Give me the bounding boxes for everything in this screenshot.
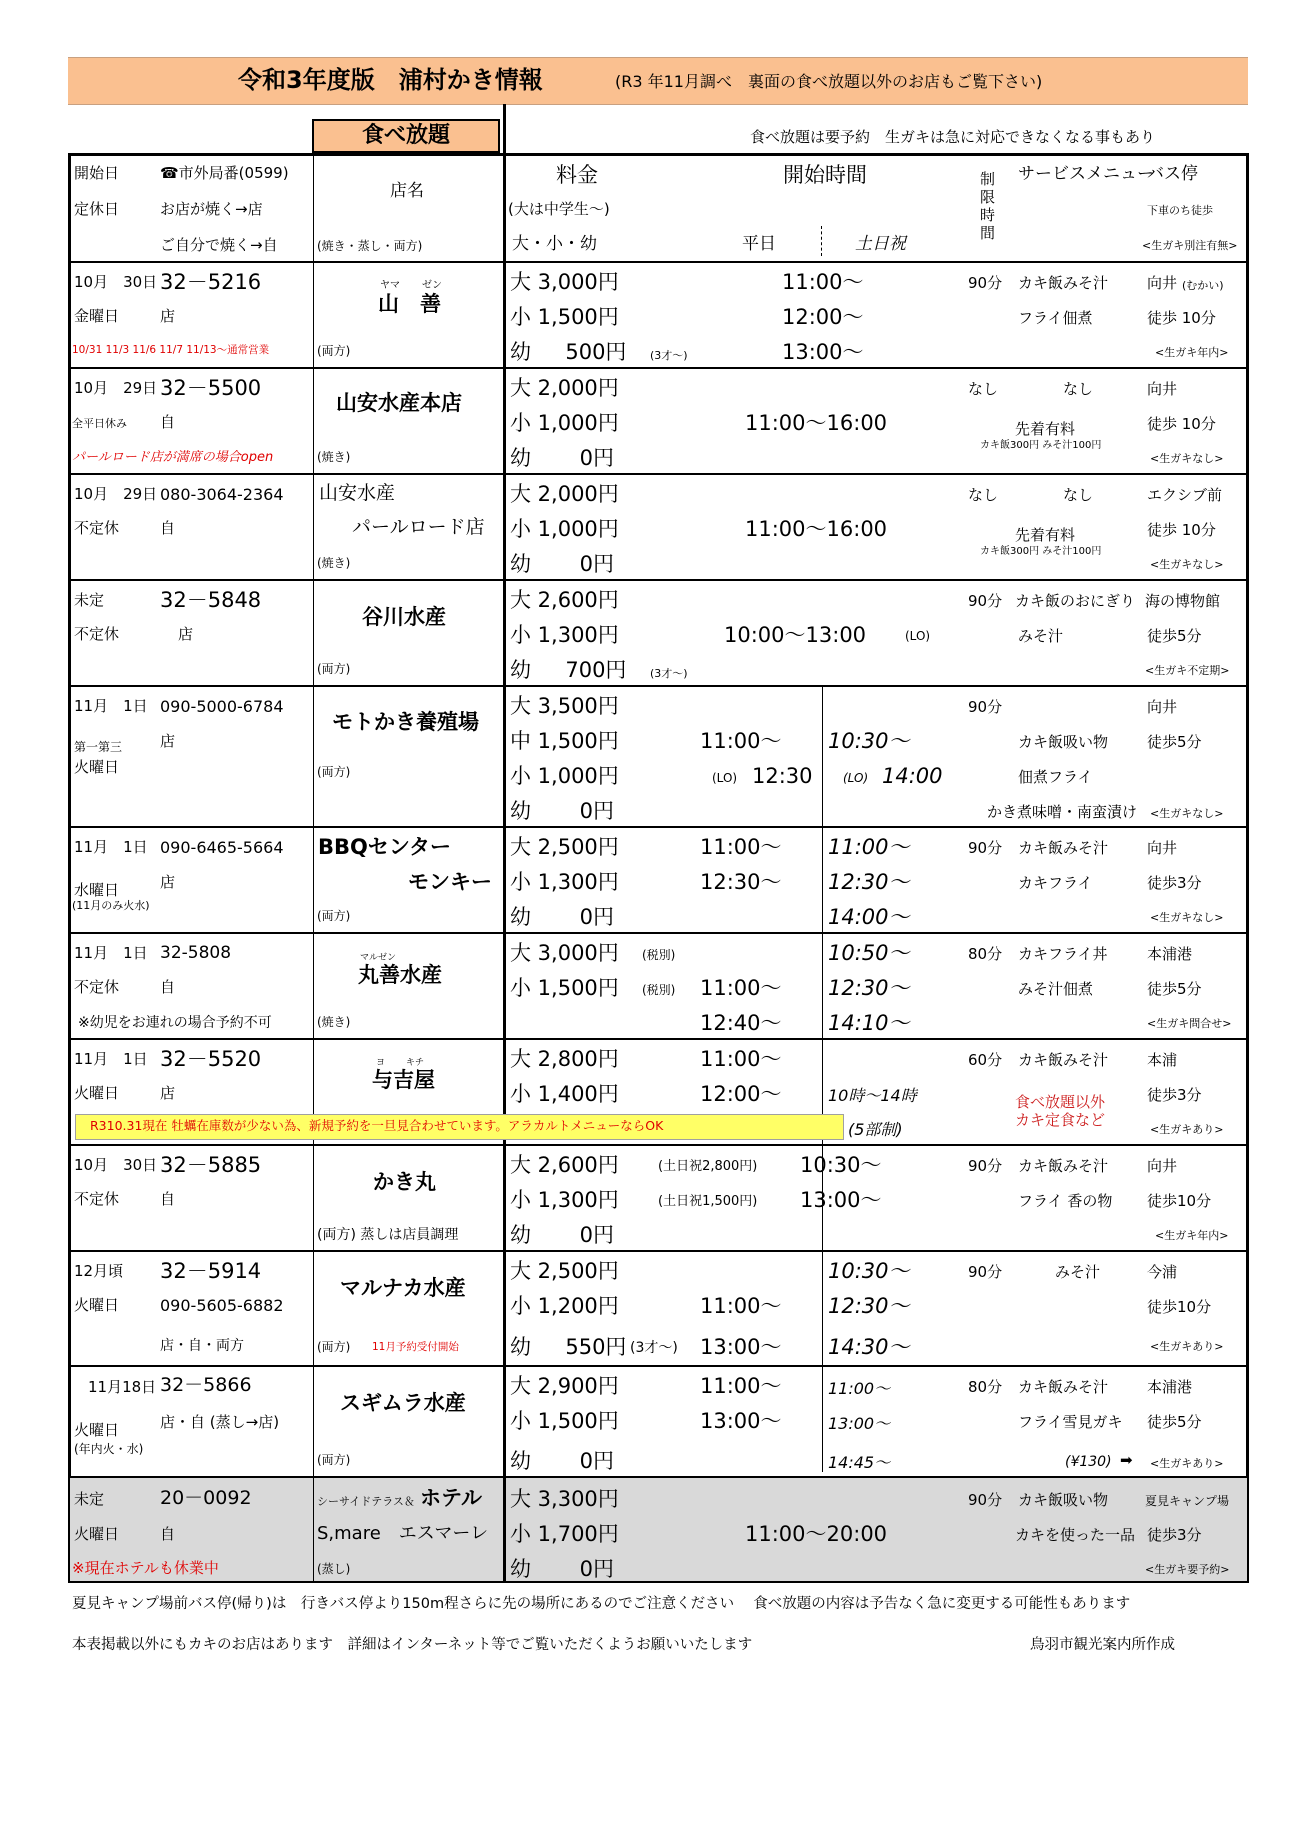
row-service-1: カキ飯のおにぎり [1015, 592, 1136, 610]
row-time-2: 12:30～ [700, 870, 782, 894]
row-phone: 32－5885 [160, 1153, 262, 1177]
row-service-1: カキ飯吸い物 [1018, 1491, 1109, 1509]
row-holiday-3: 14:10～ [828, 1011, 910, 1035]
row-closed-1: 第一第三 [74, 740, 123, 754]
row-bus: 本浦港 [1147, 1378, 1193, 1396]
row-name-1: 山安水産 [319, 482, 396, 504]
col-time: 開始時間 [783, 163, 867, 187]
row-price-1: 大 3,000円 [510, 941, 619, 965]
row-service-2: みそ汁 [1018, 627, 1064, 645]
row-price-3: 幼 700円 [510, 658, 627, 682]
row-walk: 徒歩5分 [1147, 627, 1202, 645]
row-name-ruby: キチ [406, 1058, 425, 1068]
row-price-2-note: (税別) [642, 983, 676, 997]
row-service-2: カキフライ [1018, 874, 1093, 892]
row-bus: 海の博物館 [1145, 592, 1221, 610]
row-service-2: カキ飯300円 みそ汁100円 [980, 440, 1102, 451]
row-closed: 不定休 [74, 1190, 120, 1208]
row-price-2: 小 1,500円 [510, 1409, 619, 1433]
row-closed-2: 火曜日 [74, 758, 120, 776]
row-oyster: <生ガキあり> [1150, 1457, 1224, 1470]
row-bus: 向井 [1147, 1157, 1178, 1175]
row-divider [68, 367, 1249, 369]
row-note: 10/31 11/3 11/6 11/7 11/13～通常営業 [72, 344, 270, 356]
row-service-1: カキ飯吸い物 [1018, 733, 1109, 751]
row-phone: 090-5000-6784 [160, 697, 284, 716]
row-name-1: BBQセンター [318, 835, 452, 859]
row-divider [68, 1250, 1249, 1252]
row-holiday-2: 12:30～ [828, 976, 910, 1000]
row-bus: エクシブ前 [1147, 486, 1223, 504]
row-time-1: 11:00～ [700, 1047, 782, 1071]
row-divider [68, 1038, 1249, 1040]
row-time-3: 13:00～ [782, 340, 864, 364]
row-price-3: 幼 550円 [510, 1335, 627, 1359]
row-limit: 90分 [968, 839, 1003, 857]
row-name-ruby: ヨ [376, 1058, 386, 1068]
row-price-1-note: (税別) [642, 948, 676, 962]
col-closed: 定休日 [74, 200, 120, 218]
row-divider [68, 473, 1249, 475]
row-walk: 徒歩10分 [1147, 1192, 1212, 1210]
row-time: 11:00～16:00 [745, 517, 888, 541]
row-service-1: みそ汁 [1055, 1263, 1101, 1281]
row-service-2: フライ 香の物 [1018, 1192, 1113, 1210]
row-phone: 080-3064-2364 [160, 485, 284, 504]
row-price-3: 幼 0円 [510, 446, 615, 470]
row-start: 11月 1日 [74, 838, 148, 856]
page-subtitle: (R3 年11月調べ 裏面の食べ放題以外のお店もご覧下さい) [615, 72, 1043, 91]
row-oyster: <生ガキ問合せ> [1147, 1017, 1232, 1030]
row-closed: 不定休 [74, 625, 120, 643]
col-divider-dashed [821, 226, 822, 256]
row-start: 12月頃 [74, 1262, 124, 1280]
row-style: 店 [160, 732, 176, 750]
row-walk: 徒歩3分 [1147, 1526, 1202, 1544]
row-holiday-1: 11:00～ [828, 835, 910, 859]
row-start: 11月18日 [88, 1378, 157, 1396]
row-price-1: 大 2,800円 [510, 1047, 619, 1071]
row-holiday-2: 12:30～ [828, 1294, 910, 1318]
row-phone: 32－5866 [160, 1374, 252, 1396]
row-service-3: (¥130) [1065, 1454, 1112, 1470]
row-service-3: かき煮味噌・南蛮漬け [987, 803, 1138, 821]
row-time-lo: (LO) [712, 771, 738, 785]
row-price-4: 幼 0円 [510, 799, 615, 823]
row-phone: 32－5216 [160, 270, 262, 294]
col-shop: 店名 [390, 181, 424, 201]
row-closed-2: (年内火・水) [74, 1442, 144, 1456]
row-closed: 火曜日 [74, 1084, 120, 1102]
row-holiday-lo: (LO) [843, 771, 869, 785]
col-divider [822, 1252, 823, 1472]
row-holiday-2: 13:00～ [828, 1414, 891, 1433]
row-name-prefix: シーサイドテラス＆ [317, 1495, 415, 1508]
row-price-2: 中 1,500円 [510, 729, 619, 753]
row-time-2: 12:00～ [700, 1082, 782, 1106]
row-holiday-3: 14:45～ [828, 1453, 891, 1472]
row-oyster: <生ガキなし> [1150, 807, 1224, 820]
row-price-1-note: (土日祝2,800円) [658, 1159, 758, 1174]
row-phone: 32-5808 [160, 943, 232, 963]
stock-notice: R310.31現在 牡蠣在庫数が少ない為、新規予約を一旦見合わせています。アラカルトメニューならOK [90, 1118, 664, 1133]
row-service-2: カキ飯300円 みそ汁100円 [980, 546, 1102, 557]
footer-note-1: 夏見キャンプ場前バス停(帰り)は 行きバス停より150m程さらに先の場所にあるのでご注意ください 食べ放題の内容は予告なく急に変更する可能性もあります [72, 1596, 1131, 1612]
row-name-ruby: ヤマ [380, 280, 400, 291]
col-shop-sub: (焼き・蒸し・両方) [317, 239, 423, 253]
row-price-3-note: (3才～) [650, 667, 688, 680]
row-price-2: 小 1,000円 [510, 411, 619, 435]
row-name: 谷川水産 [362, 605, 446, 629]
row-bus: 向井 [1147, 839, 1178, 857]
footer-note-2: 本表掲載以外にもカキのお店はあります 詳細はインターネット等でご覧いただくようお願いいたします [72, 1637, 753, 1653]
row-time-2: 12:30 [752, 764, 813, 788]
row-walk: 徒歩 10分 [1147, 309, 1216, 327]
row-price-3: 幼 500円 [510, 340, 627, 364]
row-closed: 火曜日 [74, 1421, 120, 1439]
col-phone: ☎市外局番(0599) [160, 164, 289, 182]
row-style: 自 [160, 1190, 176, 1208]
row-limit: 80分 [968, 945, 1003, 963]
row-type: (両方) [317, 1453, 351, 1467]
row-service-0: なし [1063, 486, 1094, 504]
row-start: 10月 29日 [74, 379, 158, 397]
row-holiday-1: 10:30～ [828, 1259, 910, 1283]
row-name-2: S,mare エスマーレ [317, 1523, 489, 1544]
row-divider [68, 1144, 1249, 1146]
row-type: (焼き) [317, 450, 351, 464]
col-price: 料金 [556, 163, 598, 187]
row-closed: 不定休 [74, 978, 120, 996]
row-price-2: 小 1,200円 [510, 1294, 619, 1318]
col-style1: お店が焼く→店 [160, 200, 263, 218]
row-start: 未定 [74, 591, 105, 609]
row-time-lo: (LO) [905, 629, 931, 643]
row-oyster: <生ガキなし> [1150, 911, 1224, 924]
row-divider [68, 932, 1249, 934]
row-type: (両方) [317, 344, 351, 358]
row-holiday-2: 14:00 [882, 764, 943, 788]
col-holiday: 土日祝 [855, 234, 906, 254]
row-name: マルナカ水産 [340, 1276, 466, 1300]
row-bus: 本浦 [1147, 1051, 1178, 1069]
row-holiday-1: 11:00～ [828, 1379, 891, 1398]
row-bus: 夏見キャンプ場 [1145, 1494, 1230, 1508]
row-price-3: 小 1,000円 [510, 764, 619, 788]
row-price-3: 幼 0円 [510, 905, 615, 929]
row-limit: なし [968, 380, 999, 398]
row-holiday-3: 14:00～ [828, 905, 910, 929]
row-bus-ruby: (むかい) [1182, 279, 1224, 292]
row-limit: 90分 [968, 698, 1003, 716]
row-limit: 90分 [968, 274, 1003, 292]
row-time-2: 13:00～ [700, 1335, 782, 1359]
row-phone: 090-6465-5664 [160, 838, 284, 857]
row-time: 10:00～13:00 [724, 623, 867, 647]
row-service-2: フライ雪見ガキ [1018, 1413, 1123, 1431]
row-price-2: 小 1,000円 [510, 517, 619, 541]
row-holiday-1: 10時～14時 [828, 1086, 917, 1105]
row-bus: 本浦港 [1147, 945, 1193, 963]
row-bus: 向井 [1147, 380, 1178, 398]
row-service-1: カキ飯みそ汁 [1018, 839, 1109, 857]
row-closed: 不定休 [74, 519, 120, 537]
row-phone: 20－0092 [160, 1487, 252, 1509]
row-price-1: 大 2,900円 [510, 1374, 619, 1398]
row-name: 丸善水産 [358, 963, 442, 987]
col-price-sub: (大は中学生～) [508, 200, 610, 218]
row-walk: 徒歩 10分 [1147, 415, 1216, 433]
row-walk: 徒歩3分 [1147, 874, 1202, 892]
row-service-1: 先着有料 [1015, 526, 1076, 544]
row-style: 自 [160, 413, 176, 431]
row-note: パールロード店が満席の場合open [72, 450, 274, 465]
row-service-1: カキ飯みそ汁 [1018, 1051, 1109, 1069]
row-closed: 火曜日 [74, 1525, 120, 1543]
row-oyster: <生ガキあり> [1150, 1340, 1224, 1353]
row-price-3-note: (3才～) [630, 1340, 678, 1356]
row-time: 11:00～16:00 [745, 411, 888, 435]
row-start: 11月 1日 [74, 697, 148, 715]
row-style: 自 [160, 1525, 176, 1543]
row-price-1: 大 3,300円 [510, 1487, 619, 1511]
row-holiday-1: 10:30～ [828, 729, 910, 753]
row-price-1: 大 2,600円 [510, 588, 619, 612]
row-price-1: 大 2,000円 [510, 482, 619, 506]
row-price-1: 大 2,500円 [510, 835, 619, 859]
row-service-1: 先着有料 [1015, 420, 1076, 438]
col-limit-4: 間 [980, 224, 996, 242]
row-name: かき丸 [373, 1170, 436, 1194]
row-type: (両方) [317, 909, 351, 923]
row-service-2: みそ汁佃煮 [1018, 980, 1094, 998]
row-type: (両方) [317, 765, 351, 779]
row-service-1: カキフライ丼 [1018, 945, 1108, 963]
row-service-2: 食べ放題以外 [1015, 1093, 1106, 1111]
row-name: ホテル [420, 1486, 482, 1510]
row-limit: 90分 [968, 592, 1003, 610]
row-limit: 90分 [968, 1491, 1003, 1509]
row-style: 自 [160, 978, 176, 996]
row-holiday-1: 10:50～ [828, 941, 910, 965]
row-time-2: 13:00～ [800, 1188, 882, 1212]
row-start: 11月 1日 [74, 944, 148, 962]
row-start: 10月 30日 [74, 273, 158, 291]
row-name: モトかき養殖場 [332, 710, 479, 734]
row-type: (両方) 蒸しは店員調理 [317, 1227, 459, 1243]
row-holiday-3: 14:30～ [828, 1335, 910, 1359]
page-title: 令和3年度版 浦村かき情報 [238, 66, 543, 94]
row-name: 山 善 [378, 292, 441, 316]
row-walk: 徒歩3分 [1147, 1086, 1202, 1104]
row-time-2: 13:00～ [700, 1409, 782, 1433]
row-price-3-note: (3才～) [650, 349, 688, 362]
row-divider [68, 579, 1249, 581]
row-style: 店 [178, 625, 194, 643]
row-name-ruby: マルゼン [360, 953, 397, 963]
col-service: サービスメニュー [1018, 164, 1154, 184]
row-time-1: 11:00～ [700, 1374, 782, 1398]
row-bus: 向井 [1147, 698, 1178, 716]
row-divider [68, 261, 1249, 263]
row-style: 店・自 (蒸し→店) [160, 1413, 280, 1431]
row-type: (両方) [317, 662, 351, 676]
reservation-note: 食べ放題は要予約 生ガキは急に対応できなくなる事もあり [750, 128, 1156, 146]
row-time-1: 10:30～ [800, 1153, 882, 1177]
row-price-3: 幼 0円 [510, 1223, 615, 1247]
row-walk: 徒歩5分 [1147, 733, 1202, 751]
row-time-1: 11:00～ [700, 729, 782, 753]
row-limit: 90分 [968, 1263, 1003, 1281]
row-note: ※幼児をお連れの場合予約不可 [78, 1015, 272, 1031]
row-walk: 徒歩 10分 [1147, 521, 1216, 539]
row-oyster: <生ガキあり> [1150, 1123, 1224, 1136]
row-style: 店 [160, 1084, 176, 1102]
row-closed: 全平日休み [72, 417, 127, 430]
row-walk: 徒歩5分 [1147, 1413, 1202, 1431]
row-walk: 徒歩10分 [1147, 1298, 1212, 1316]
tab-label: 食べ放題 [362, 123, 451, 148]
row-type-note: 11月予約受付開始 [372, 1341, 459, 1353]
row-time: 11:00～20:00 [745, 1522, 888, 1546]
row-name: 山安水産本店 [336, 391, 462, 415]
row-bus: 向井 [1147, 274, 1178, 292]
row-price-1: 大 3,000円 [510, 270, 619, 294]
row-oyster: <生ガキ年内> [1155, 1229, 1229, 1242]
row-oyster: <生ガキ不定期> [1145, 664, 1230, 677]
row-style: 自 [160, 519, 176, 537]
row-start: 11月 1日 [74, 1050, 148, 1068]
col-start: 開始日 [74, 164, 120, 182]
row-phone: 32－5848 [160, 588, 262, 612]
row-price-3: 幼 0円 [510, 1449, 615, 1473]
footer-credit: 鳥羽市観光案内所作成 [1030, 1637, 1175, 1653]
row-holiday-2: 12:30～ [828, 870, 910, 894]
row-service-0: なし [1063, 380, 1094, 398]
row-walk: 徒歩5分 [1147, 980, 1202, 998]
row-divider [68, 1476, 1249, 1478]
row-service-3: カキ定食など [1015, 1111, 1106, 1129]
col-limit-1: 制 [980, 170, 996, 188]
row-closed: 火曜日 [74, 1296, 120, 1314]
row-oyster: <生ガキ要予約> [1145, 1563, 1230, 1576]
row-name-ruby: ゼン [422, 280, 442, 291]
col-style2: ご自分で焼く→自 [160, 236, 278, 254]
row-price-2: 小 1,300円 [510, 623, 619, 647]
col-weekday: 平日 [742, 234, 776, 254]
row-service-1: カキ飯みそ汁 [1018, 1157, 1109, 1175]
row-name: スギムラ水産 [340, 1391, 466, 1415]
row-note: ※現在ホテルも休業中 [72, 1559, 219, 1577]
row-price-1: 大 3,500円 [510, 694, 619, 718]
row-service-2: カキを使った一品 [1015, 1526, 1136, 1544]
row-style: 店 [160, 873, 176, 891]
row-price-2: 小 1,500円 [510, 305, 619, 329]
row-price-2: 小 1,300円 [510, 1188, 619, 1212]
col-price-rows: 大・小・幼 [512, 234, 597, 254]
row-closed-2: (11月のみ火水) [72, 899, 150, 912]
col-limit-2: 限 [980, 188, 996, 206]
row-style: 店・自・両方 [160, 1338, 244, 1354]
row-bus: 今浦 [1147, 1263, 1178, 1281]
row-closed: 水曜日 [74, 881, 120, 899]
row-divider [68, 826, 1249, 828]
row-start: 10月 30日 [74, 1156, 158, 1174]
row-name: 与吉屋 [372, 1068, 435, 1092]
row-phone: 32－5500 [160, 376, 262, 400]
row-price-2: 小 1,500円 [510, 976, 619, 1000]
row-holiday-2: (5部制) [848, 1120, 903, 1139]
row-service-2: 佃煮フライ [1018, 768, 1093, 786]
row-divider [68, 685, 1249, 687]
row-oyster: <生ガキなし> [1150, 558, 1224, 571]
row-start: 未定 [74, 1490, 105, 1508]
row-name-2: モンキー [408, 870, 492, 894]
row-oyster: <生ガキ年内> [1155, 346, 1229, 359]
col-limit-3: 時 [980, 206, 996, 224]
row-time-2: 12:40～ [700, 1011, 782, 1035]
row-start: 10月 29日 [74, 485, 158, 503]
row-limit: 90分 [968, 1157, 1003, 1175]
row-phone: 32－5520 [160, 1047, 262, 1071]
row-limit: 60分 [968, 1051, 1003, 1069]
arrow-right-icon: ➡ [1120, 1451, 1133, 1469]
row-time-1: 11:00～ [782, 270, 864, 294]
row-time-1: 11:00～ [700, 835, 782, 859]
row-service-1: カキ飯みそ汁 [1018, 1378, 1109, 1396]
row-type: (両方) [317, 1340, 351, 1354]
row-time-1: 11:00～ [700, 1294, 782, 1318]
row-name-2: パールロード店 [352, 516, 485, 538]
row-phone-2: 090-5605-6882 [160, 1296, 284, 1315]
col-bus: バス停 [1147, 164, 1198, 184]
row-limit: なし [968, 486, 999, 504]
row-time-1: 11:00～ [700, 976, 782, 1000]
row-service-2: フライ佃煮 [1018, 309, 1093, 327]
row-closed: 金曜日 [74, 307, 120, 325]
row-price-3: 幼 0円 [510, 1557, 615, 1581]
row-price-2-note: (土日祝1,500円) [658, 1194, 758, 1209]
row-type: (蒸し) [317, 1562, 351, 1576]
row-type: (焼き) [317, 1015, 351, 1029]
row-price-1: 大 2,600円 [510, 1153, 619, 1177]
row-divider [68, 1365, 1249, 1367]
row-price-1: 大 2,500円 [510, 1259, 619, 1283]
row-oyster: <生ガキなし> [1150, 452, 1224, 465]
row-price-2: 小 1,300円 [510, 870, 619, 894]
row-price-1: 大 2,000円 [510, 376, 619, 400]
col-oyster: <生ガキ別注有無> [1142, 239, 1238, 252]
row-price-2: 小 1,700円 [510, 1522, 619, 1546]
row-limit: 80分 [968, 1378, 1003, 1396]
row-service-1: カキ飯みそ汁 [1018, 274, 1109, 292]
row-price-2: 小 1,400円 [510, 1082, 619, 1106]
row-phone: 32－5914 [160, 1259, 262, 1283]
col-divider [503, 104, 506, 1583]
row-style: 店 [160, 307, 176, 325]
row-type: (焼き) [317, 556, 351, 570]
col-bus-sub: 下車のち徒歩 [1147, 204, 1213, 217]
row-time-2: 12:00～ [782, 305, 864, 329]
row-price-3: 幼 0円 [510, 552, 615, 576]
